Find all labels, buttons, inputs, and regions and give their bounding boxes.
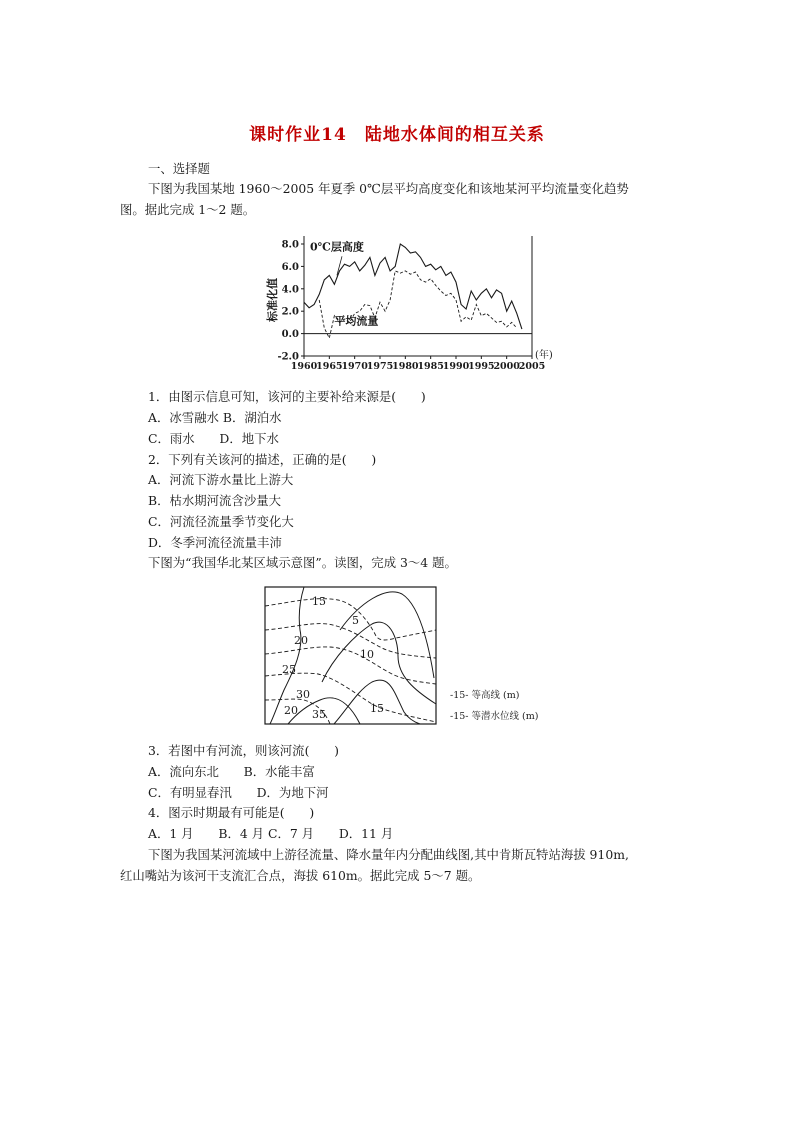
intro-2: 下图为“我国华北某区域示意图”。读图，完成 3～4 题。 bbox=[148, 555, 457, 570]
contour-line-5 bbox=[340, 592, 434, 678]
q2-option-b: B．枯水期河流含沙量大 bbox=[148, 493, 282, 508]
legend-water-table: -15- 等潜水位线 (m) bbox=[450, 711, 539, 722]
x-tick-label: 1990 bbox=[442, 361, 470, 372]
contour-label-5: 25 bbox=[282, 663, 296, 676]
q2-option-c: C．河流径流量季节变化大 bbox=[148, 514, 294, 529]
x-tick-label: 1980 bbox=[392, 361, 419, 372]
flow-chart bbox=[262, 226, 562, 376]
x-tick-label: 1975 bbox=[366, 361, 394, 372]
intro-1-line-2: 图。据此完成 1～2 题。 bbox=[120, 202, 256, 217]
contour-map bbox=[264, 586, 564, 728]
x-tick-label: 2000 bbox=[493, 361, 520, 372]
y-tick-label: 2.0 bbox=[281, 306, 299, 318]
x-tick-label: 1995 bbox=[468, 361, 495, 372]
q2-option-d: D．冬季河流径流量丰沛 bbox=[148, 535, 282, 550]
q1-options-cd: C．雨水 D．地下水 bbox=[148, 431, 279, 446]
q3-stem: 3．若图中有河流，则该河流( ) bbox=[148, 743, 340, 758]
intro-3-line-1: 下图为我国某河流域中上游径流量、降水量年内分配曲线图,其中肯斯瓦特站海拔 910m, bbox=[148, 847, 629, 862]
contour-label-2: 5 bbox=[352, 614, 359, 627]
q2-option-a: A．河流下游水量比上游大 bbox=[148, 472, 294, 487]
intro-3-line-2: 红山嘴站为该河干支流汇合点，海拔 610m。据此完成 5～7 题。 bbox=[120, 868, 481, 883]
series-label-2: 平均流量 bbox=[334, 314, 379, 328]
contour-label-9: 35 bbox=[312, 708, 326, 721]
y-axis-label: 标准化值 bbox=[266, 278, 279, 322]
y-tick-label: 4.0 bbox=[281, 284, 299, 296]
water-table-line-2 bbox=[265, 624, 436, 658]
series-label-1: 0℃层高度 bbox=[310, 240, 364, 254]
contour-line-10 bbox=[322, 622, 436, 704]
contour-label-8: 20 bbox=[284, 704, 298, 717]
y-tick-label: 6.0 bbox=[281, 261, 299, 273]
series-line-2 bbox=[319, 271, 517, 338]
contour-label-6: 30 bbox=[296, 688, 310, 701]
q4-stem: 4．图示时期最有可能是( ) bbox=[148, 805, 315, 820]
contour-label-1: 15 bbox=[312, 595, 326, 608]
contour-label-3: 20 bbox=[294, 634, 308, 647]
contour-label-4: 10 bbox=[360, 648, 374, 661]
legend-contour: -15- 等高线 (m) bbox=[450, 690, 520, 701]
x-tick-label: 1965 bbox=[316, 361, 343, 372]
x-tick-label: 2005 bbox=[518, 361, 546, 372]
q3-options-ab: A．流向东北 B．水能丰富 bbox=[148, 764, 315, 779]
q2-stem: 2．下列有关该河的描述，正确的是( ) bbox=[148, 452, 377, 467]
q4-options: A．1 月 B．4 月 C．7 月 D．11 月 bbox=[148, 826, 394, 841]
q3-options-cd: C．有明显春汛 D．为地下河 bbox=[148, 785, 329, 800]
intro-1-line-1: 下图为我国某地 1960～2005 年夏季 0℃层平均高度变化和该地某河平均流量变化趋势 bbox=[148, 181, 629, 196]
page-title: 课时作业14 陆地水体间的相互关系 bbox=[249, 125, 545, 145]
water-table-line-1 bbox=[265, 599, 436, 640]
q1-options-ab: A．冰雪融水 B．湖泊水 bbox=[148, 410, 282, 425]
y-tick-label: 0.0 bbox=[281, 329, 299, 341]
q1-stem: 1．由图示信息可知，该河的主要补给来源是( ) bbox=[148, 389, 426, 404]
section-heading: 一、选择题 bbox=[148, 161, 210, 176]
y-tick-label: 8.0 bbox=[281, 239, 299, 251]
y-tick-label: -2.0 bbox=[277, 351, 299, 363]
x-tick-label: 1985 bbox=[417, 361, 444, 372]
x-axis-label: (年) bbox=[535, 350, 553, 361]
x-tick-label: 1970 bbox=[341, 361, 368, 372]
x-tick-label: 1960 bbox=[290, 361, 318, 372]
contour-label-7: 15 bbox=[370, 702, 384, 715]
